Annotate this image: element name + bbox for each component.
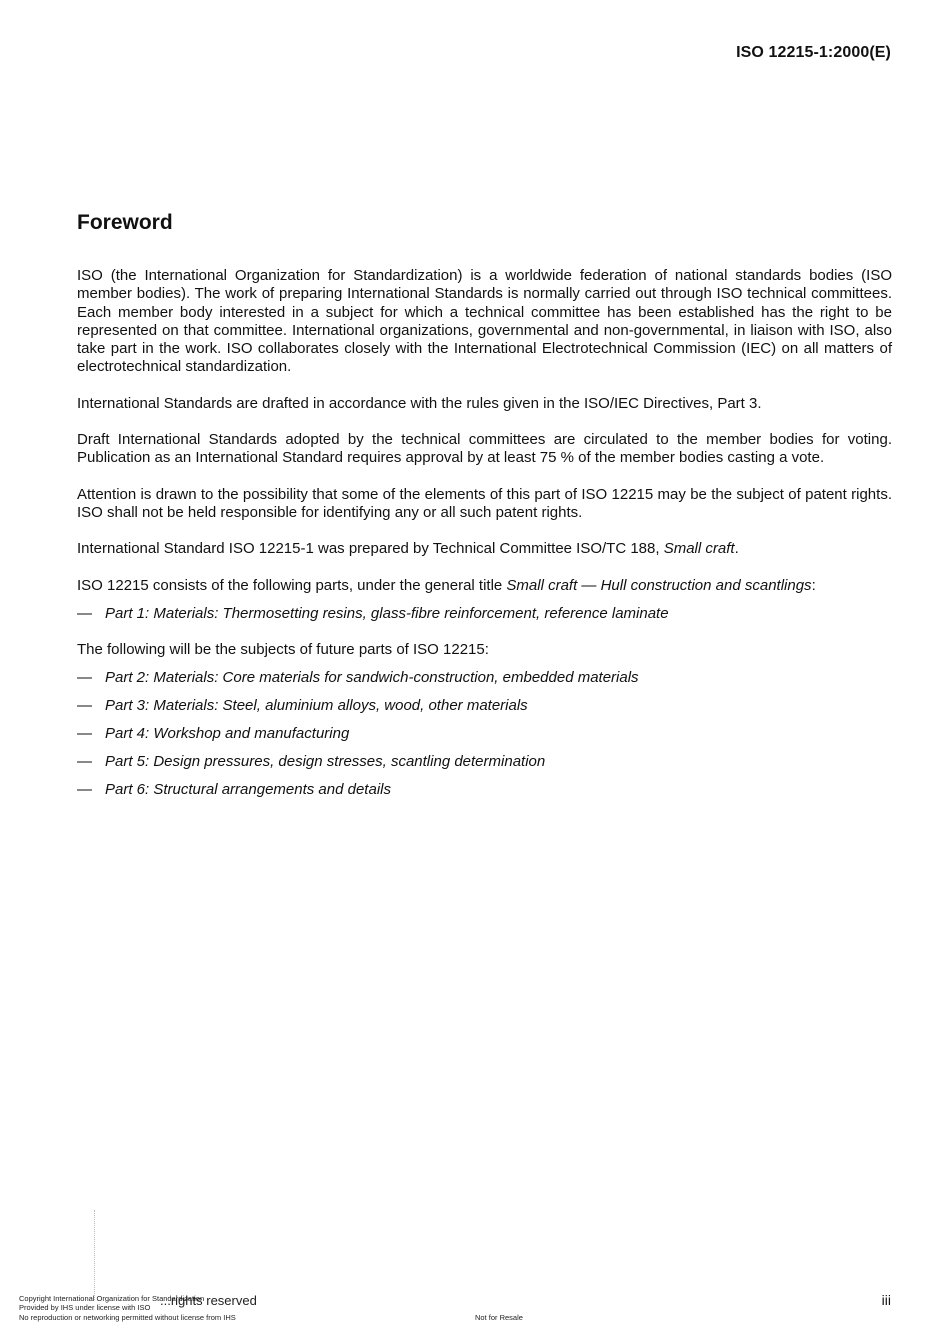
list-item <box>77 781 892 799</box>
part-3-title: Part 3: Materials: Steel, aluminium alloys, wood, other materials <box>105 696 528 714</box>
paragraph-future-intro: The following will be the subjects of future parts of ISO 12215: <box>77 640 489 658</box>
page-number: iii <box>881 1292 891 1308</box>
copyright-line: No reproduction or networking permitted without license from IHS <box>19 1312 236 1322</box>
paragraph-directives: International Standards are drafted in accordance with the rules given in the ISO/IEC Directives, Part 3. <box>77 394 762 412</box>
copyright-line: Provided by IHS under license with ISO <box>19 1303 151 1313</box>
list-item <box>77 669 892 687</box>
list-item <box>77 697 892 715</box>
list-item <box>77 605 892 623</box>
foreword-section <box>77 209 892 817</box>
paragraph-prepared-by <box>77 540 892 558</box>
committee-title: Small craft <box>663 540 735 558</box>
part-5-title: Part 5: Design pressures, design stresses, scantling determination <box>105 752 546 770</box>
general-title: Small craft — Hull construction and scantlings <box>506 576 812 594</box>
copyright-line: Copyright International Organization for Standardization <box>19 1294 205 1303</box>
dash: — <box>77 780 92 798</box>
paragraph-voting: Draft International Standards adopted by the technical committees are circulated to the member bodies for voting. Publication as an International Standard requires approval by at least 75 % of the member bodies casting a vote. <box>77 431 892 467</box>
rights-reserved: ...rights reserved <box>160 1293 257 1308</box>
future-parts-list <box>77 669 892 799</box>
part-1-title: Part 1: Materials: Thermosetting resins, glass-fibre reinforcement, reference laminate <box>105 604 669 622</box>
parts-intro-text: ISO 12215 consists of the following parts, under the general title <box>77 576 507 594</box>
part-6-title: Part 6: Structural arrangements and details <box>105 780 391 798</box>
prepared-by-end: . <box>734 540 739 558</box>
dash: — <box>77 752 92 770</box>
part-2-title: Part 2: Materials: Core materials for sandwich-construction, embedded materials <box>105 668 639 686</box>
list-item <box>77 753 892 771</box>
foreword-title: Foreword <box>77 211 173 234</box>
dash: — <box>77 724 92 742</box>
dash: — <box>77 604 92 622</box>
paragraph-patent: Attention is drawn to the possibility that some of the elements of this part of ISO 12215 may be the subject of patent rights. ISO shall not be held responsible for identifying any or all such patent rights. <box>77 485 892 521</box>
dash: — <box>77 668 92 686</box>
current-parts-list <box>77 605 892 623</box>
document-code: ISO 12215-1:2000(E) <box>736 44 891 61</box>
parts-intro-end: : <box>811 576 816 594</box>
margin-dots <box>94 1210 98 1300</box>
part-4-title: Part 4: Workshop and manufacturing <box>105 724 350 742</box>
dash: — <box>77 696 92 714</box>
list-item <box>77 725 892 743</box>
prepared-by-text: International Standard ISO 12215-1 was prepared by Technical Committee ISO/TC 188, <box>77 540 664 558</box>
paragraph-iso-intro: ISO (the International Organization for Standardization) is a worldwide federation of national standards bodies (ISO member bodies). The work of preparing International Standards is normally carried out through ISO technical committees. Each member body interested in a subject for which a technical committee has been established has the right to be represented on that committee. International organizations, governmental and non-governmental, in liaison with ISO, also take part in the work. ISO collaborates closely with the International Electrotechnical Commission (IEC) on all matters of electrotechnical standardization. <box>77 267 892 376</box>
resale-note: Not for Resale <box>475 1313 523 1322</box>
paragraph-parts-intro <box>77 577 892 595</box>
